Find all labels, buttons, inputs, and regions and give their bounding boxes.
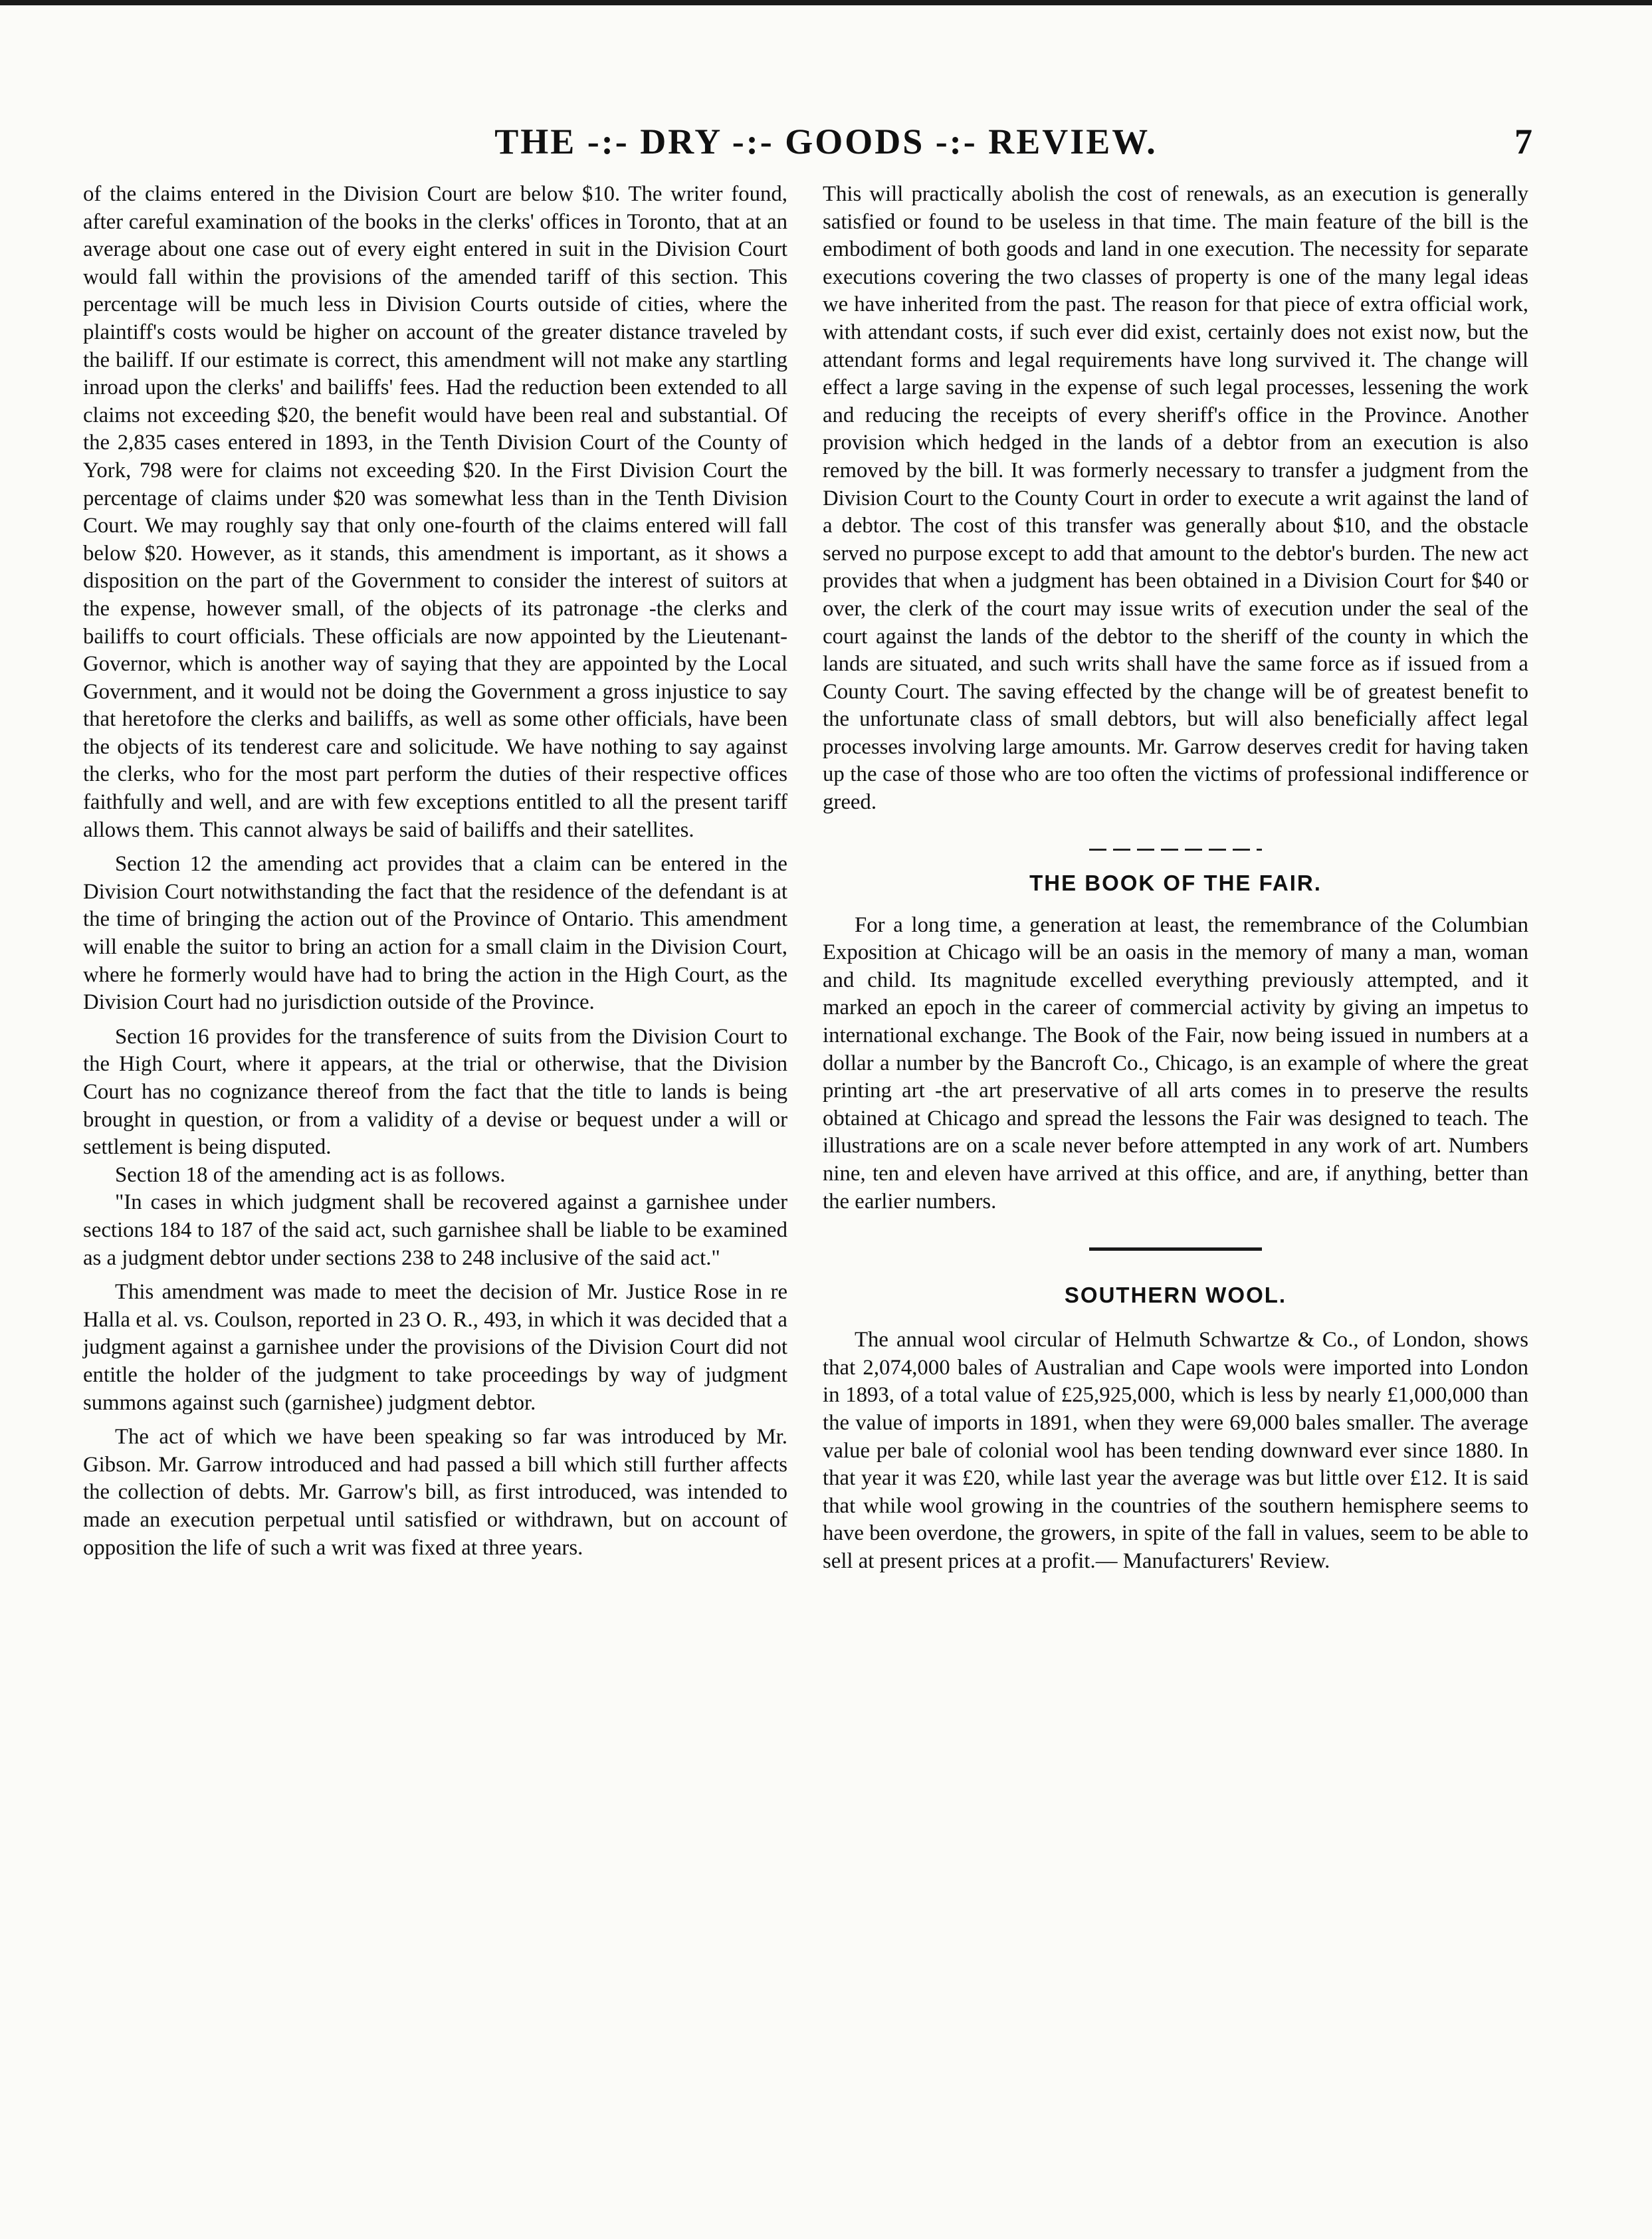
article-paragraph: Section 18 of the amending act is as follows.: [115, 1162, 506, 1187]
article-paragraph: of the claims entered in the Division Court are below $10. The writer found, after careful examination of the books in the clerks' offices in Toronto, that at an average about one case out of every eight entered in suit in the Division Court would fall within the provisions of the amended tariff of this section. This percentage will be much less in Division Courts outside of cities, where the plaintiff's costs would be higher on account of the greater distance traveled by the bailiff. If our estimate is correct, this amendment will not make any startling inroad upon the clerks' and bailiffs' fees. Had the reduction been extended to all claims not exceeding $20, the benefit would have been real and substantial. Of the 2,835 cases entered in 1893, in the Tenth Division Court of the County of York, 798 were for claims not exceeding $20. In the First Division Court the percentage of claims under $20 was somewhat less than in the Tenth Division Court. We may roughly say that only one-fourth of the claims entered will fall below $20. However, as it stands, this amendment is important, as it shows a disposition on the part of the Government to consider the interest of suitors at the expense, however small, of the objects of its patronage -the clerks and bailiffs to court officials. These officials are now appointed by the Lieutenant-Governor, which is another way of saying that they are appointed by the Local Government, and it would not be doing the Government a gross injustice to say that heretofore the clerks and bailiffs, as well as some other officials, have been the objects of its tenderest care and solicitude. We have nothing to say against the clerks, who for the most part perform the duties of their respective offices faithfully and well, and are with few exceptions entitled to all the present tariff allows them. This cannot always be said of bailiffs and their satellites.: [83, 182, 787, 842]
article-paragraph: Section 16 provides for the transference of suits from the Division Court to the High Court, where it appears, at the trial or otherwise, that the Division Court has no cognizance thereof from the fact that the title to lands is being brought in question, or from a validity of a devise or bequest under a will or settlement is being disputed.: [83, 1024, 787, 1160]
section-heading-southern-wool: SOUTHERN WOOL.: [1064, 1283, 1287, 1308]
article-paragraph: For a long time, a generation at least, the remembrance of the Columbian Exposition at Chicago will be an oasis in the memory of many a man, woman and child. Its magnitude excelled everything previously attempted, and it marked an epoch in the career of commercial activity by giving an impetus to international exchange. The Book of the Fair, now being issued in numbers at a dollar a number by the Bancroft Co., Chicago, is an example of where the great printing art -the art preservative of all arts comes in to preserve the results obtained at Chicago and spread the lessons the Fair was designed to teach. The illustrations are on a scale never before attempted in any work of art. Numbers nine, ten and eleven have arrived at this office, and are, if anything, better than the earlier numbers.: [823, 912, 1528, 1214]
section-heading-book-of-fair: THE BOOK OF THE FAIR.: [1029, 870, 1322, 895]
article-paragraph: This amendment was made to meet the decision of Mr. Justice Rose in re Halla et al. vs. Coulson, reported in 23 O. R., 493, in which it was decided that a judgment against a garnishee under the provisions of the Division Court did not entitle the holder of the judgment to take proceedings by way of judgment summons against such (garnishee) judgment debtor.: [83, 1280, 787, 1415]
page-number: 7: [1514, 122, 1532, 161]
quoted-statute: "In cases in which judgment shall be recovered against a garnishee under sections 184 to 187 of the said act, such garnishee shall be liable to be examined as a judgment debtor under sections 238 to 248 inclusive of the said act.": [83, 1190, 787, 1270]
left-column: [83, 181, 787, 1562]
top-border-rule: [0, 0, 1652, 5]
journal-title: THE -:- DRY -:- GOODS -:- REVIEW.: [494, 122, 1158, 161]
article-paragraph: The act of which we have been speaking so far was introduced by Mr. Gibson. Mr. Garrow introduced and had passed a bill which still further affects the collection of debts. Mr. Garrow's bill, as first introduced, was intended to made an execution perpetual until satisfied or withdrawn, but on account of opposition the life of such a writ was fixed at three years.: [83, 1425, 787, 1560]
article-paragraph: The annual wool circular of Helmuth Schwartze & Co., of London, shows that 2,074,000 bales of Australian and Cape wools were imported into London in 1893, of a total value of £25,925,000, which is less by nearly £1,000,000 than the value of imports in 1891, when they were 69,000 bales smaller. The average value per bale of colonial wool has been tending downward ever since 1880. In that year it was £20, while last year the average was but little over £12. It is said that while wool growing in the countries of the southern hemisphere seems to have been overdone, the growers, in spite of the fall in values, seem to be able to sell at present prices at a profit.— Manufacturers' Review.: [823, 1328, 1528, 1573]
page-header: [0, 118, 1652, 171]
article-paragraph: This will practically abolish the cost of renewals, as an execution is generally satisfied or found to be useless in that time. The main feature of the bill is the embodiment of both goods and land in one execution. The necessity for separate executions covering the two classes of property is one of the many legal ideas we have inherited from the past. The reason for that piece of extra official work, with attendant costs, if such ever did exist, certainly does not exist now, but the attendant forms and legal requirements have long survived it. The change will effect a large saving in the expense of such legal processes, lessening the work and reducing the receipts of every sheriff's office in the Province. Another provision which hedged in the lands of a debtor from an execution is also removed by the bill. It was formerly necessary to transfer a judgment from the Division Court to the County Court in order to execute a writ against the land of a debtor. The cost of this transfer was generally about $10, and the obstacle served no purpose except to add that amount to the debtor's burden. The new act provides that when a judgment has been obtained in a Division Court for $40 or over, the clerk of the court may issue writs of execution under the seal of the court against the lands of the debtor to the sheriff of the county in which the lands are situated, and such writs shall have the same force as if issued from a County Court. The saving effected by the change will be of greatest benefit to the unfortunate class of small debtors, but will also beneficially affect legal processes involving large amounts. Mr. Garrow deserves credit for having taken up the case of those who are too often the victims of professional indifference or greed.: [823, 182, 1528, 815]
right-column: [823, 181, 1528, 1576]
article-paragraph: Section 12 the amending act provides that a claim can be entered in the Division Court notwithstanding the fact that the residence of the defendant is at the time of bringing the action out of the Province of Ontario. This amendment will enable the suitor to bring an action for a small claim in the Division Court, where he formerly would have had to bring the action in the High Court, as the Division Court had no jurisdiction outside of the Province.: [83, 852, 787, 1015]
